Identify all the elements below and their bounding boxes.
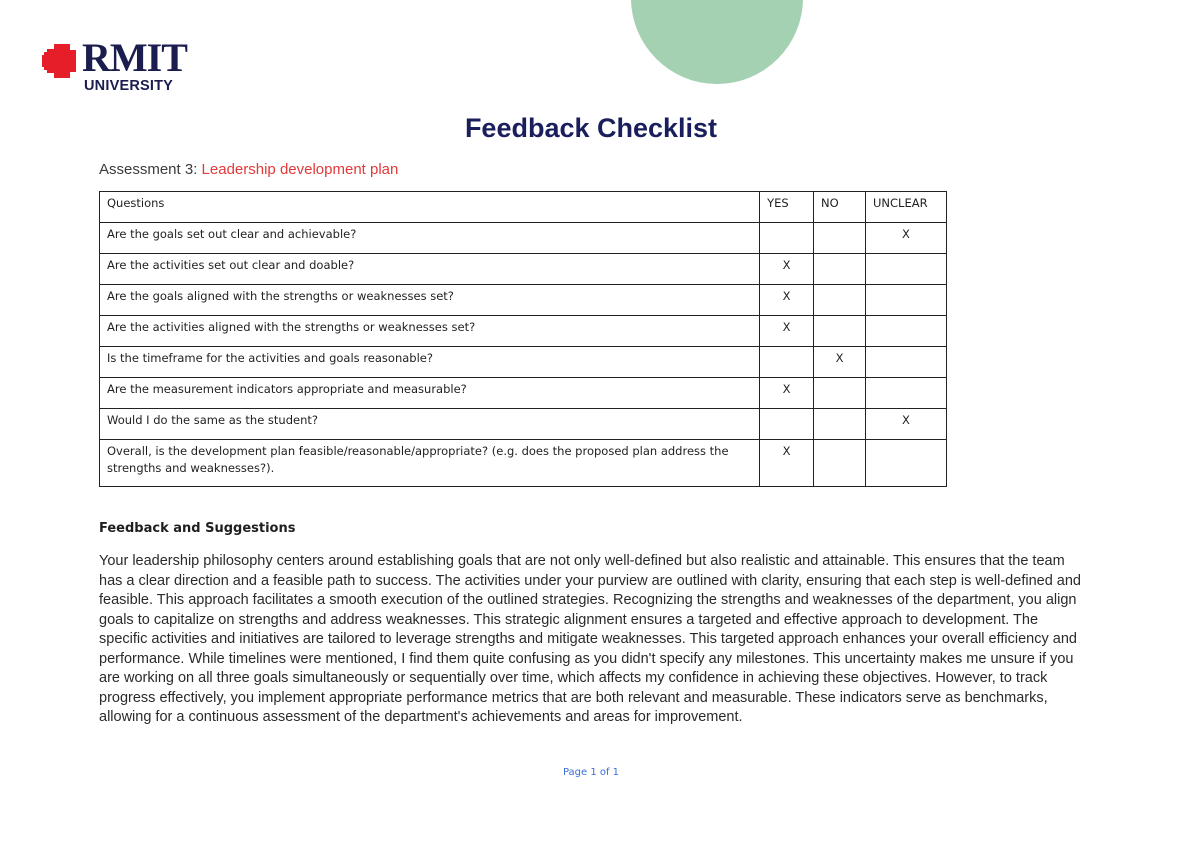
yes-cell: X <box>760 378 814 409</box>
unclear-cell <box>866 285 947 316</box>
question-cell: Are the activities aligned with the strengths or weaknesses set? <box>100 316 760 347</box>
decorative-green-circle <box>631 0 803 84</box>
table-row <box>100 378 947 409</box>
table-row <box>100 285 947 316</box>
table-row <box>100 316 947 347</box>
unclear-cell: X <box>866 223 947 254</box>
unclear-cell <box>866 347 947 378</box>
question-cell: Would I do the same as the student? <box>100 409 760 440</box>
question-cell: Are the measurement indicators appropriate and measurable? <box>100 378 760 409</box>
feedback-body: Your leadership philosophy centers around establishing goals that are not only well-defined but also realistic and attainable. This ensures that the team has a clear direction and a feasible path to success. The activities under your purview are outlined with clarity, ensuring that each step is well-defined and feasible. This approach facilitates a smooth execution of the outlined strategies. Recognizing the strengths and weaknesses of the department, you align goals to capitalize on strengths and address weaknesses. This strategic alignment ensures a targeted and effective approach to development. The specific activities and initiatives are tailored to leverage strengths and mitigate weaknesses. This targeted approach enhances your overall efficiency and performance. While timelines were mentioned, I find them quite confusing as you didn't specify any milestones. This uncertainty makes me unsure if you are working on all three goals simultaneously or sequentially over time, which affects my confidence in achieving these objectives. However, to track progress effectively, you implement appropriate performance metrics that are both relevant and measurable. These indicators serve as benchmarks, allowing for a continuous assessment of the department's achievements and areas for improvement. <box>99 553 1081 725</box>
feedback-checklist-table <box>99 191 947 487</box>
unclear-cell <box>866 316 947 347</box>
question-cell: Overall, is the development plan feasible/reasonable/appropriate? (e.g. does the proposed plan address the strengths and weaknesses?). <box>100 440 760 487</box>
header-questions: Questions <box>100 192 760 223</box>
no-cell <box>814 440 866 487</box>
no-cell <box>814 223 866 254</box>
page-title: Feedback Checklist <box>464 113 718 143</box>
rmit-logo <box>42 35 192 96</box>
logo-subtitle: UNIVERSITY <box>84 78 174 94</box>
yes-cell: X <box>760 440 814 487</box>
header-no: NO <box>814 192 866 223</box>
table-row <box>100 254 947 285</box>
no-cell <box>814 254 866 285</box>
assessment-line <box>99 161 398 178</box>
yes-cell <box>760 223 814 254</box>
yes-cell <box>760 409 814 440</box>
table-row <box>100 223 947 254</box>
no-cell <box>814 285 866 316</box>
logo-wordmark: RMIT <box>82 35 187 80</box>
unclear-cell: X <box>866 409 947 440</box>
table-row <box>100 409 947 440</box>
yes-cell: X <box>760 285 814 316</box>
page-number: Page 1 of 1 <box>562 767 620 778</box>
no-cell <box>814 378 866 409</box>
table-row <box>100 347 947 378</box>
feedback-heading: Feedback and Suggestions <box>99 521 296 536</box>
header-yes: YES <box>760 192 814 223</box>
header-unclear: UNCLEAR <box>866 192 947 223</box>
rmit-pixel-mark-icon <box>42 44 80 78</box>
question-cell: Are the goals aligned with the strengths or weaknesses set? <box>100 285 760 316</box>
unclear-cell <box>866 440 947 487</box>
unclear-cell <box>866 378 947 409</box>
question-cell: Are the goals set out clear and achievable? <box>100 223 760 254</box>
yes-cell <box>760 347 814 378</box>
assessment-label: Assessment 3: <box>99 161 198 178</box>
unclear-cell <box>866 254 947 285</box>
question-cell: Is the timeframe for the activities and goals reasonable? <box>100 347 760 378</box>
yes-cell: X <box>760 254 814 285</box>
table-header-row <box>100 192 947 223</box>
no-cell <box>814 316 866 347</box>
assessment-value: Leadership development plan <box>201 161 399 178</box>
question-cell: Are the activities set out clear and doable? <box>100 254 760 285</box>
no-cell <box>814 409 866 440</box>
table-row <box>100 440 947 487</box>
no-cell: X <box>814 347 866 378</box>
yes-cell: X <box>760 316 814 347</box>
